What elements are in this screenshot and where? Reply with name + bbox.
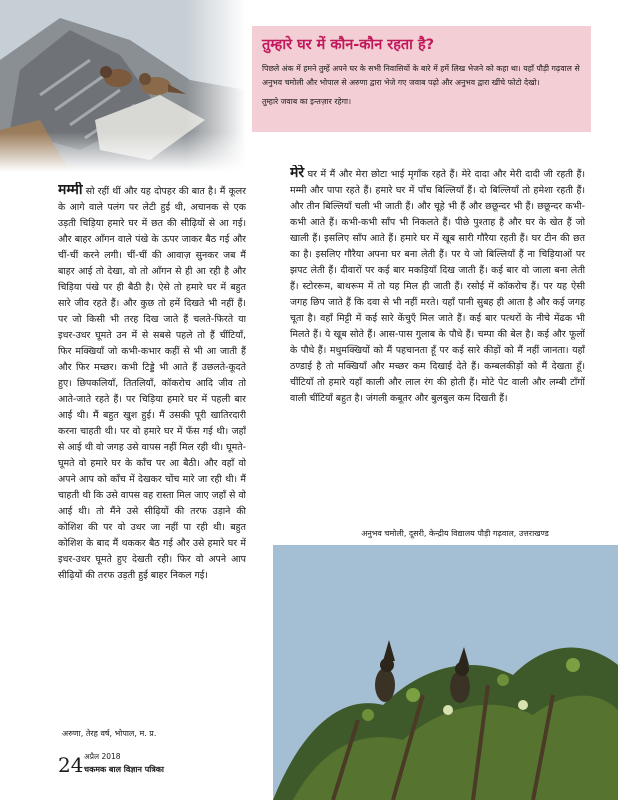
right-article-signature: अनुभव चमोली, दूसरी, केन्द्रीय विद्यालय पौड़ी गढ़वाल, उत्तराखण्ड — [361, 529, 549, 538]
intro-box — [252, 26, 591, 132]
left-article — [58, 182, 246, 722]
intro-text: पिछले अंक में हमने तुम्हें अपने घर के सभी निवासियों के बारे में हमें लिख भेजने को कहा था। यहाँ पौड़ी गढ़वाल से अनुभव चमोली और भोपाल से अरुणा द्वारा भेजे गए जवाब पढ़ो और अनुभव द्वारा खींचे फोटो देखो। — [262, 64, 580, 87]
birds-tree-illustration — [273, 545, 618, 800]
right-article-body: घर में मैं और मेरा छोटा भाई मृगाँक रहते हैं। मेरे दादा और मेरी दादी जी रहती हैं। मम्मी और पापा रहते हैं। हमारे घर में पाँच बिल्लियाँ हैं। दो बिल्लियाँ तो हमेशा रहती हैं। और तीन बिल्लियाँ चली भी जाती हैं। और चूहे भी हैं और छछून्दर भी हैं। छछून्दर कभी-कभी आते हैं। कभी-कभी साँप भी निकलते हैं। पीछे पुश्ताह है और घर के खेत हैं जो खाली हैं। इसलिए साँप आते हैं। हमारे घर में खूब सारी गौरैया रहती हैं। घर टीन की छत का है। इसलिए गौरैया अपना घर बना लेती हैं। पर ये जो बिल्लियाँ हैं ना चिड़ियाओं पर झपट लेती हैं। दीवारों पर कई बार मकड़ियाँ दिख जाती हैं। कई बार वो जाला बना लेती हैं। स्टोररूम, बाथरूम में तो यह मिल ही जाती हैं। रसोई में कॉकरोच हैं। पर यह ऐसी जगह छिप जाते हैं कि दवा से भी नहीं मरते। यहाँ पानी सुबह ही आता है और कई जगह चूता है। वहाँ मिट्टी में कई सारे केंचुएँ मिल जाते हैं। कई बार पत्थरों के नीचे मेंढक भी मिलते हैं। ये खूब सोते हैं। आस-पास गुलाब के पौधे हैं। चम्पा की बेल है। कई और फूलों के पौधे हैं। मधुमक्खियों को मैं पहचानता हूँ पर कई सारे कीड़ों को मैं नहीं जानता। यहाँ ठण्डाई है तो मक्खियाँ और मच्छर कम दिखाई देते हैं। कम्बलकीड़ों को मैं देखता हूँ। चींटियाँ तो हमारे यहाँ काली और लाल रंग की होती हैं। मोटे पेट वाली और लम्बी टाँगों वाली चींटियाँ बहुत है। जंगली कबूतर और बुलबुल कम दिखती हैं। — [290, 169, 585, 404]
magazine-name: चकमक बाल विज्ञान पत्रिका — [84, 765, 164, 774]
intro-closing: तुम्हारे जवाब का इन्तज़ार रहेगा। — [262, 97, 352, 106]
sparrows-illustration — [0, 0, 246, 172]
photo-sparrows-on-tin-roof — [0, 0, 246, 172]
left-article-signature: अरुणा, तेरह वर्ष, भोपाल, म. प्र. — [62, 729, 157, 738]
intro-title: तुम्हारे घर में कौन-कौन रहता है? — [262, 37, 435, 53]
left-article-lead: मम्मी — [58, 182, 83, 198]
right-article — [290, 165, 585, 550]
photo-birds-on-tree — [273, 545, 618, 800]
right-article-lead: मेरे — [290, 165, 305, 181]
issue-date: अप्रैल 2018 — [84, 752, 121, 761]
page-number: 24 — [58, 753, 84, 777]
left-article-body: सो रहीं थीं और यह दोपहर की बात है। मैं कूलर के आगे वाले पलंग पर लेटी हुई थी, अचानक से एक उड़ती चिड़िया हमारे घर में छत की सीढ़ियों से आ गई। और बाहर आँगन वाले पंखे के ऊपर जाकर बैठ गई और चीं-चीं करने लगी। चीं-चीं की आवाज़ सुनकर जब मैं बाहर आई तो देखा, वो तो आँगन से ही आ रही है और चिड़िया पंखे पर ही बैठी है। ऐसे तो हमारे घर में बहुत सारे जीव रहते हैं। और कुछ तो हमें दिखते भी नहीं हैं। पर जो किसी भी तरह दिख जाते हैं चलते-फिरते या इधर-उधर घूमते उन में से सबसे पहले तो हैं चींटियाँ, फिर मक्खियाँ जो कभी-कभार कहीं से भी आ जाती हैं और फिर मच्छर। कभी टिड्डे भी आते हैं उछलते-कूदते हुए। छिपकलियाँ, तितलियाँ, कॉकरोच आदि जीव तो आते-जाते रहते हैं। पर चिड़िया हमारे घर में पहली बार आई थी। मैं बहुत खुश हुई। मैं उसकी पूरी खातिरदारी करना चाहती थी। पर वो हमारे घर में फँस गई थी। जहाँ से आई थी वो जगह उसे वापस नहीं मिल रही थी। घूमते-घूमते वो हमारे घर के काँच पर आ बैठी। और वहाँ वो अपने आप को काँच में देखकर चोंच मारे जा रही थी। मैं चाहती थी कि उसे वापस वह रास्ता मिल जाए जहाँ से वो आई थी। तो मैंने उसे सीढ़ियों की तरफ उड़ाने की कोशिश की पर वो उधर जा नहीं पा रही थी। बहुत कोशिश के बाद मैं थककर बैठ गई और उसे हमारे घर में इधर-उधर घूमते हुए देखती रही। फिर वो अपने आप सीढ़ियों की तरफ उड़ती हुई बाहर निकल गई। — [58, 186, 246, 581]
